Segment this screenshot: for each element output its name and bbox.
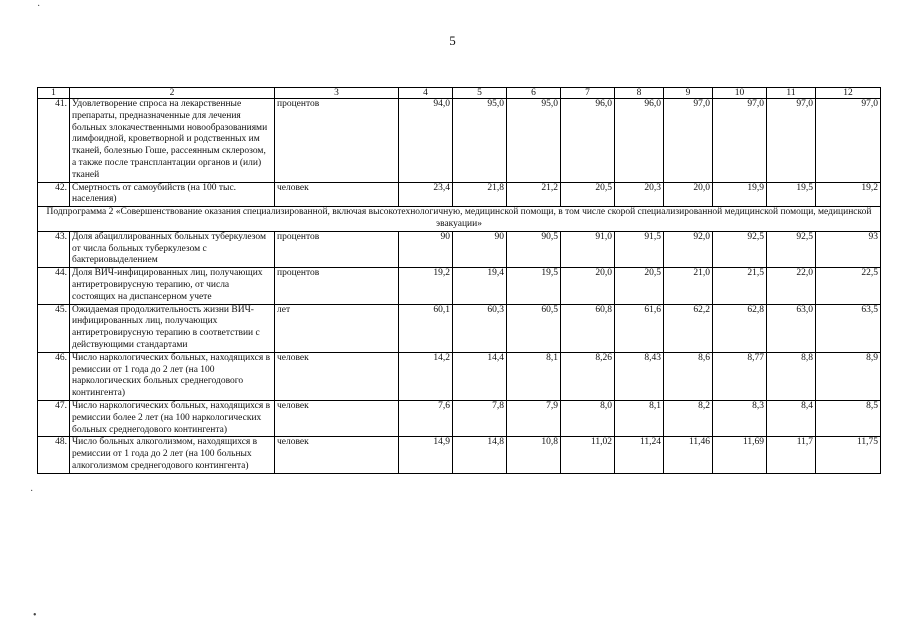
column-header: 5 [453, 88, 507, 99]
value-cell: 11,69 [713, 437, 767, 473]
indicators-table [37, 87, 881, 474]
column-header: 2 [70, 88, 275, 99]
value-cell: 8,0 [561, 400, 615, 436]
indicator-name: Доля абациллированных больных туберкулезом от числа больных туберкулезом с бактериовыделением [70, 231, 275, 267]
value-cell: 22,0 [767, 268, 816, 304]
value-cell: 19,2 [399, 268, 453, 304]
value-cell: 11,02 [561, 437, 615, 473]
column-header: 8 [615, 88, 664, 99]
row-number: 41. [38, 99, 70, 183]
subprogram-row [38, 207, 881, 232]
value-cell: 11,46 [664, 437, 713, 473]
table-row [38, 304, 881, 352]
value-cell: 14,4 [453, 352, 507, 400]
table-row [38, 437, 881, 473]
value-cell: 90 [453, 231, 507, 267]
value-cell: 7,8 [453, 400, 507, 436]
value-cell: 92,0 [664, 231, 713, 267]
value-cell: 11,75 [816, 437, 881, 473]
value-cell: 8,77 [713, 352, 767, 400]
value-cell: 19,5 [507, 268, 561, 304]
value-cell: 91,0 [561, 231, 615, 267]
value-cell: 19,9 [713, 182, 767, 207]
value-cell: 8,5 [816, 400, 881, 436]
value-cell: 95,0 [507, 99, 561, 183]
table-row [38, 400, 881, 436]
value-cell: 90,5 [507, 231, 561, 267]
value-cell: 63,5 [816, 304, 881, 352]
column-header: 3 [275, 88, 399, 99]
value-cell: 92,5 [713, 231, 767, 267]
unit: человек [275, 400, 399, 436]
value-cell: 63,0 [767, 304, 816, 352]
value-cell: 62,8 [713, 304, 767, 352]
table-row [38, 182, 881, 207]
value-cell: 14,9 [399, 437, 453, 473]
value-cell: 60,3 [453, 304, 507, 352]
value-cell: 8,8 [767, 352, 816, 400]
column-header: 9 [664, 88, 713, 99]
column-header: 11 [767, 88, 816, 99]
value-cell: 8,1 [507, 352, 561, 400]
value-cell: 20,0 [561, 268, 615, 304]
scan-speck: · [30, 486, 34, 497]
value-cell: 96,0 [615, 99, 664, 183]
value-cell: 11,7 [767, 437, 816, 473]
value-cell: 21,5 [713, 268, 767, 304]
row-number: 43. [38, 231, 70, 267]
value-cell: 8,4 [767, 400, 816, 436]
value-cell: 20,0 [664, 182, 713, 207]
value-cell: 96,0 [561, 99, 615, 183]
scan-speck: · [37, 1, 41, 12]
value-cell: 21,2 [507, 182, 561, 207]
column-header: 6 [507, 88, 561, 99]
unit: лет [275, 304, 399, 352]
table-row [38, 352, 881, 400]
value-cell: 20,5 [561, 182, 615, 207]
value-cell: 91,5 [615, 231, 664, 267]
value-cell: 93 [816, 231, 881, 267]
column-header: 4 [399, 88, 453, 99]
value-cell: 8,6 [664, 352, 713, 400]
value-cell: 60,5 [507, 304, 561, 352]
indicator-name: Удовлетворение спроса на лекарственные препараты, предназначенные для лечения больных злокачественными новообразованиями лимфоидной, кроветворной и родственных им тканей, болезнью Гоше, рассеянным склерозом, а также после трансплантации органов и (или) тканей [70, 99, 275, 183]
page-number: 5 [449, 33, 456, 48]
value-cell: 20,5 [615, 268, 664, 304]
unit: человек [275, 352, 399, 400]
row-number: 48. [38, 437, 70, 473]
row-number: 46. [38, 352, 70, 400]
column-header: 12 [816, 88, 881, 99]
value-cell: 97,0 [664, 99, 713, 183]
indicator-name: Число больных алкоголизмом, находящихся в ремиссии от 1 года до 2 лет (на 100 больных алкоголизмом среднегодового контингента) [70, 437, 275, 473]
value-cell: 10,8 [507, 437, 561, 473]
value-cell: 62,2 [664, 304, 713, 352]
value-cell: 19,4 [453, 268, 507, 304]
value-cell: 92,5 [767, 231, 816, 267]
value-cell: 7,6 [399, 400, 453, 436]
indicator-name: Число наркологических больных, находящихся в ремиссии более 2 лет (на 100 наркологических больных среднегодового контингента) [70, 400, 275, 436]
column-number-header-row [38, 88, 881, 99]
row-number: 45. [38, 304, 70, 352]
column-header: 1 [38, 88, 70, 99]
value-cell: 60,1 [399, 304, 453, 352]
value-cell: 11,24 [615, 437, 664, 473]
value-cell: 61,6 [615, 304, 664, 352]
row-number: 47. [38, 400, 70, 436]
value-cell: 23,4 [399, 182, 453, 207]
indicator-name: Ожидаемая продолжительность жизни ВИЧ-инфицированных лиц, получающих антиретровирусную терапию в соответствии с действующими стандартами [70, 304, 275, 352]
unit: процентов [275, 231, 399, 267]
value-cell: 14,2 [399, 352, 453, 400]
value-cell: 97,0 [816, 99, 881, 183]
column-header: 7 [561, 88, 615, 99]
unit: человек [275, 437, 399, 473]
value-cell: 60,8 [561, 304, 615, 352]
value-cell: 14,8 [453, 437, 507, 473]
value-cell: 19,5 [767, 182, 816, 207]
table-row [38, 268, 881, 304]
unit: процентов [275, 268, 399, 304]
value-cell: 8,3 [713, 400, 767, 436]
table-row [38, 99, 881, 183]
row-number: 44. [38, 268, 70, 304]
indicator-name: Смертность от самоубийств (на 100 тыс. населения) [70, 182, 275, 207]
value-cell: 95,0 [453, 99, 507, 183]
table-row [38, 231, 881, 267]
scan-speck: • [33, 610, 37, 621]
value-cell: 94,0 [399, 99, 453, 183]
value-cell: 8,9 [816, 352, 881, 400]
value-cell: 8,1 [615, 400, 664, 436]
indicator-name: Доля ВИЧ-инфицированных лиц, получающих антиретровирусную терапию, от числа состоящих на диспансерном учете [70, 268, 275, 304]
value-cell: 8,43 [615, 352, 664, 400]
value-cell: 21,8 [453, 182, 507, 207]
value-cell: 20,3 [615, 182, 664, 207]
unit: процентов [275, 99, 399, 183]
row-number: 42. [38, 182, 70, 207]
value-cell: 22,5 [816, 268, 881, 304]
column-header: 10 [713, 88, 767, 99]
value-cell: 19,2 [816, 182, 881, 207]
value-cell: 90 [399, 231, 453, 267]
unit: человек [275, 182, 399, 207]
value-cell: 8,2 [664, 400, 713, 436]
value-cell: 7,9 [507, 400, 561, 436]
value-cell: 8,26 [561, 352, 615, 400]
indicator-name: Число наркологических больных, находящихся в ремиссии от 1 года до 2 лет (на 100 наркологических больных среднегодового контингента) [70, 352, 275, 400]
subprogram-title: Подпрограмма 2 «Совершенствование оказания специализированной, включая высокотехнологичную, медицинской помощи, в том числе скорой специализированной медицинской помощи, медицинской эвакуации» [38, 207, 881, 232]
value-cell: 97,0 [713, 99, 767, 183]
value-cell: 21,0 [664, 268, 713, 304]
value-cell: 97,0 [767, 99, 816, 183]
